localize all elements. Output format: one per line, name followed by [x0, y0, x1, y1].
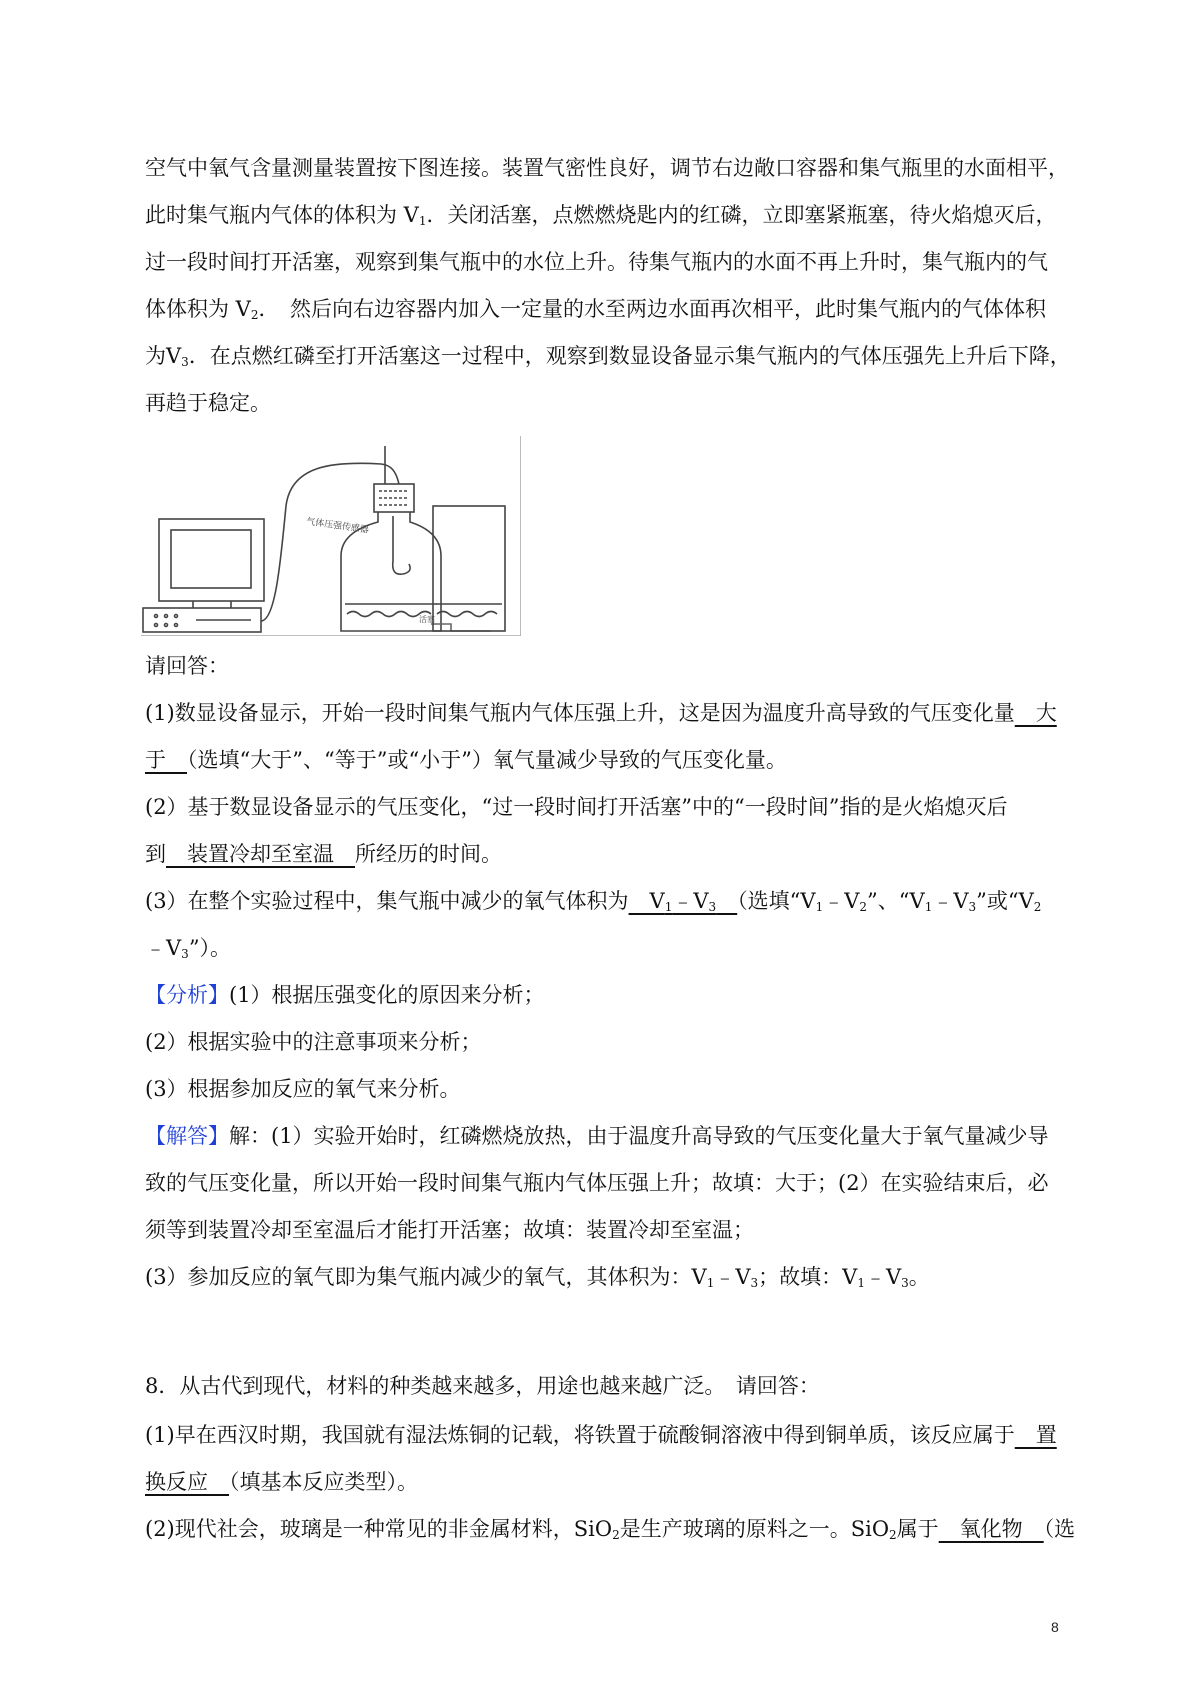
- intro-line-5: 为$V_3$．在点燃红磷至打开活塞这一过程中，观察到数显设备显示集气瓶内的气体压强先上升后下降，: [145, 344, 1071, 369]
- intro-line-3: 过一段时间打开活塞，观察到集气瓶中的水位上升。待集气瓶内的水面不再上升时，集气瓶内的气: [145, 250, 1048, 274]
- solution-line-3: 须等到装置冷却至室温后才能打开活塞；故填：装置冷却至室温；: [145, 1218, 754, 1242]
- analysis-line-3: (3）根据参加反应的氧气来分析。: [145, 1077, 461, 1101]
- monitor-icon: [143, 519, 264, 632]
- intro-line-6: 再趋于稳定。: [145, 391, 271, 415]
- q8-s2-line-1: (2)现代社会，玻璃是一种常见的非金属材料，SiO$_2$是生产玻璃的原料之一。SiO$_2$属于 氧化物 （选: [145, 1517, 1076, 1542]
- apparatus-figure: [141, 436, 521, 636]
- q2-line-1: (2）基于数显设备显示的气压变化，“过一段时间打开活塞”中的“一段时间”指的是火焰熄灭后: [145, 795, 1008, 819]
- intro-line-2: 此时集气瓶内气体的体积为 $V_1$．关闭活塞，点燃燃烧匙内的红磷，立即塞紧瓶塞，待火焰熄灭后，: [145, 203, 1057, 228]
- q8-s2-answer: 氧化物: [938, 1517, 1044, 1541]
- q8-s1-answer-part2: 换反应: [145, 1470, 229, 1494]
- q8-s1-answer-part1: 置: [1014, 1423, 1057, 1447]
- q2-answer: 装置冷却至室温: [166, 842, 355, 866]
- solution-line-1: 【解答】解：(1）实验开始时，红磷燃烧放热，由于温度升高导致的气压变化量大于氧气量减少导: [145, 1124, 1049, 1148]
- solution-tag: 【解答】: [145, 1124, 229, 1148]
- q2-line-2: 到 装置冷却至室温 所经历的时间。: [145, 842, 502, 866]
- gas-bottle-icon: [341, 446, 441, 631]
- page-number: 8: [1051, 1619, 1059, 1635]
- analysis-line-1: 【分析】(1）根据压强变化的原因来分析；: [145, 983, 545, 1007]
- q8-title: 8．从古代到现代，材料的种类越来越多，用途也越来越广泛。 请回答：: [145, 1374, 820, 1398]
- q1-line-1: (1)数显设备显示，开始一段时间集气瓶内气体压强上升，这是因为温度升高导致的气压变化量 大: [145, 701, 1057, 725]
- q8-s1-line-2: 换反应 （填基本反应类型）。: [145, 1470, 418, 1494]
- intro-line-4: 体体积为 $V_2$． 然后向右边容器内加入一定量的水至两边水面再次相平，此时集气瓶内的气体体积: [145, 297, 1046, 322]
- q3-line-1: (3）在整个实验过程中，集气瓶中减少的氧气体积为 $V_1﹣V_3$ （选填“$V_1﹣V_2$”、“$V_1﹣V_3$”或“$V_2$: [145, 889, 1042, 914]
- sensor-label: 气体压强传感器: [305, 517, 370, 536]
- analysis-tag: 【分析】: [145, 983, 229, 1007]
- valve-label: 活塞: [419, 615, 435, 624]
- q8-s1-line-1: (1)早在西汉时期，我国就有湿法炼铜的记载，将铁置于硫酸铜溶液中得到铜单质，该反应属于 置: [145, 1423, 1057, 1447]
- solution-line-2: 致的气压变化量，所以开始一段时间集气瓶内气体压强上升；故填：大于；(2）在实验结束后，必: [145, 1171, 1049, 1195]
- q1-line-2: 于 （选填“大于”、“等于”或“小于”）氧气量减少导致的气压变化量。: [145, 748, 787, 772]
- open-container-icon: [433, 506, 505, 631]
- q1-answer-part2: 于: [145, 748, 187, 772]
- solution-line-4: (3）参加反应的氧气即为集气瓶内减少的氧气，其体积为：$V_1﹣V_3$；故填：$V_1﹣V_3$。: [145, 1265, 930, 1290]
- analysis-line-2: (2）根据实验中的注意事项来分析；: [145, 1030, 482, 1054]
- q3-answer: $V_1﹣V_3$: [628, 889, 717, 914]
- intro-line-1: 空气中氧气含量测量装置按下图连接。装置气密性良好，调节右边敞口容器和集气瓶里的水面相平，: [145, 156, 1069, 180]
- q3-line-2: $﹣V_3$”）。: [145, 936, 232, 961]
- q1-answer-part1: 大: [1014, 701, 1057, 725]
- prompt-text: 请回答：: [145, 654, 229, 678]
